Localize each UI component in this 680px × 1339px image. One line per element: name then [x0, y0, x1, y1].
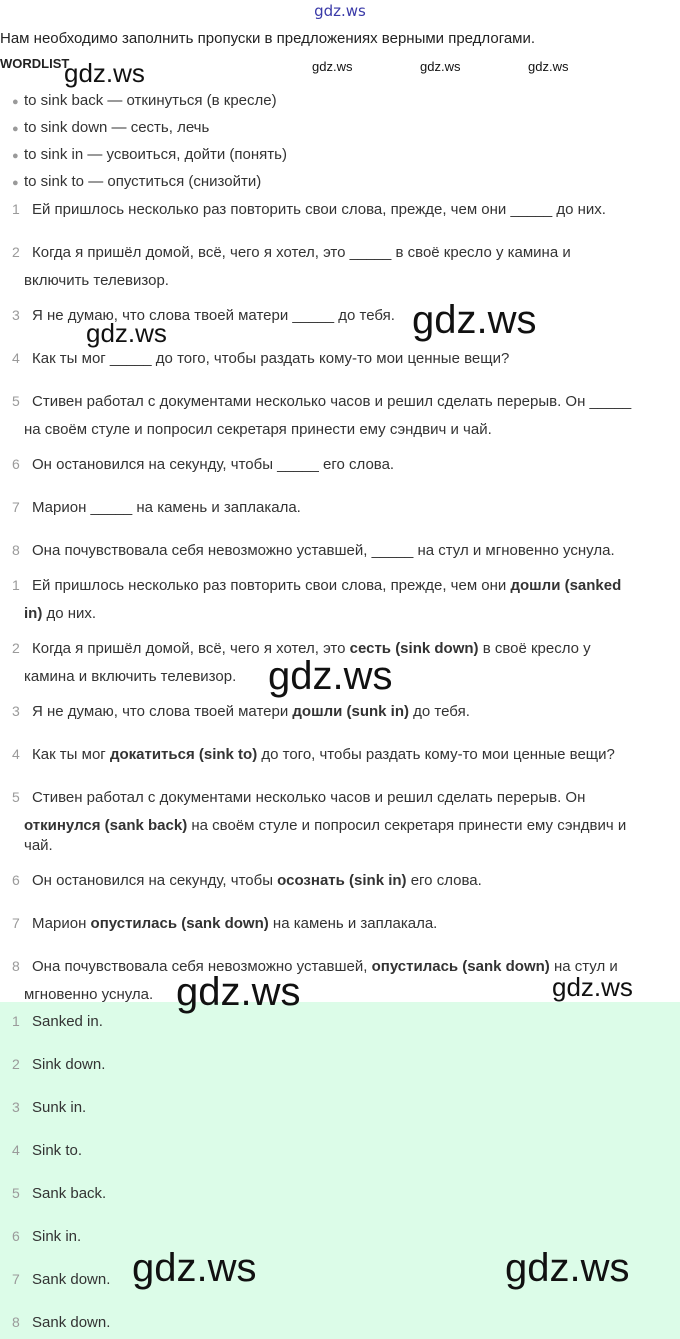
item-number: 1: [12, 1013, 20, 1029]
watermark: gdz.ws: [505, 1246, 630, 1290]
translation-sentence: Она почувствовала себя невозможно уставшей, опустилась (sank down) на стул и: [32, 958, 618, 975]
bullet-icon: ●: [12, 150, 19, 162]
exercise-sentence-cont: на своём стуле и попросил секретаря принести ему сэндвич и чай.: [24, 421, 492, 438]
exercise-sentence-cont: включить телевизор.: [24, 272, 169, 289]
translation-sentence: Стивен работал с документами несколько часов и решил сделать перерыв. Он: [32, 789, 586, 806]
answer-highlight: дошли (sanked: [510, 577, 622, 594]
translation-sentence-cont: in) до них.: [24, 605, 97, 622]
item-number: 1: [12, 201, 20, 217]
watermark: gdz.ws: [64, 58, 145, 88]
answer-highlight: осознать (sink in): [277, 872, 407, 889]
watermark: gdz.ws: [176, 970, 301, 1014]
exercise-sentence: Я не думаю, что слова твоей матери _____ до тебя.: [32, 307, 395, 324]
item-number: 2: [12, 244, 20, 260]
wordlist-item-text: to sink in — усвоиться, дойти (понять): [24, 146, 287, 163]
bullet-icon: ●: [12, 96, 19, 108]
item-number: 6: [12, 1228, 20, 1244]
translation-sentence: Марион опустилась (sank down) на камень и заплакала.: [32, 915, 438, 932]
exercise-sentence: Как ты мог _____ до того, чтобы раздать кому-то мои ценные вещи?: [32, 350, 510, 367]
watermark: gdz.ws: [312, 59, 353, 74]
exercise-sentence: Когда я пришёл домой, всё, чего я хотел, это _____ в своё кресло у камина и: [32, 244, 571, 261]
answer-highlight: in): [24, 605, 43, 622]
watermark: gdz.ws: [552, 972, 633, 1002]
answer-item: Sink to.: [32, 1142, 83, 1159]
item-number: 6: [12, 872, 20, 888]
wordlist-item-text: to sink back — откинуться (в кресле): [24, 92, 277, 109]
watermark: gdz.ws: [132, 1246, 257, 1290]
answer-item: Sunk in.: [32, 1099, 87, 1116]
item-number: 2: [12, 1056, 20, 1072]
item-number: 5: [12, 393, 20, 409]
watermark: gdz.ws: [528, 59, 569, 74]
answer-item: Sank down.: [32, 1271, 111, 1288]
answer-highlight: опустилась (sank down): [90, 915, 269, 932]
exercise-sentence: Марион _____ на камень и заплакала.: [32, 499, 301, 516]
item-number: 6: [12, 456, 20, 472]
wordlist-item: [12, 146, 287, 163]
translation-sentence-cont: откинулся (sank back) на своём стуле и попросил секретаря принести ему сэндвич и: [24, 817, 627, 834]
translation-sentence-cont: камина и включить телевизор.: [24, 668, 237, 685]
item-number: 5: [12, 1185, 20, 1201]
watermark: gdz.ws: [420, 59, 461, 74]
exercise-sentence: Стивен работал с документами несколько часов и решил сделать перерыв. Он _____: [32, 393, 632, 410]
answer-highlight: сесть (sink down): [349, 640, 479, 657]
translation-sentence: Когда я пришёл домой, всё, чего я хотел, это сесть (sink down) в своё кресло у: [32, 640, 591, 657]
translation-sentence: Ей пришлось несколько раз повторить свои слова, прежде, чем они дошли (sanked: [32, 577, 622, 594]
item-number: 3: [12, 703, 20, 719]
item-number: 2: [12, 640, 20, 656]
translation-sentence: Он остановился на секунду, чтобы осознать (sink in) его слова.: [32, 872, 482, 889]
item-number: 4: [12, 350, 20, 366]
item-number: 1: [12, 577, 20, 593]
answer-item: Sink down.: [32, 1056, 106, 1073]
item-number: 7: [12, 915, 20, 931]
task-text: Нам необходимо заполнить пропуски в предложениях верными предлогами.: [0, 30, 536, 47]
translation-sentence: Я не думаю, что слова твоей матери дошли (sunk in) до тебя.: [32, 703, 470, 720]
item-number: 7: [12, 499, 20, 515]
answer-item: Sank down.: [32, 1314, 111, 1331]
wordlist-item: [12, 119, 209, 136]
translation-sentence-cont: чай.: [24, 837, 53, 854]
item-number: 8: [12, 1314, 20, 1330]
answer-highlight: докатиться (sink to): [109, 746, 258, 763]
item-number: 3: [12, 307, 20, 323]
watermark: gdz.ws: [268, 654, 393, 698]
translation-sentence: Как ты мог докатиться (sink to) до того, чтобы раздать кому-то мои ценные вещи?: [32, 746, 615, 763]
watermark: gdz.ws: [86, 318, 167, 348]
item-number: 4: [12, 1142, 20, 1158]
item-number: 7: [12, 1271, 20, 1287]
answer-item: Sink in.: [32, 1228, 82, 1245]
wordlist-heading: WORDLIST: [0, 56, 70, 71]
bullet-icon: ●: [12, 177, 19, 189]
answer-highlight: дошли (sunk in): [292, 703, 409, 720]
item-number: 4: [12, 746, 20, 762]
site-header-link[interactable]: gdz.ws: [314, 2, 366, 20]
watermark: gdz.ws: [412, 298, 537, 342]
item-number: 8: [12, 542, 20, 558]
item-number: 3: [12, 1099, 20, 1115]
wordlist-item-text: to sink down — сесть, лечь: [24, 119, 210, 136]
exercise-sentence: Ей пришлось несколько раз повторить свои слова, прежде, чем они _____ до них.: [32, 201, 606, 218]
bullet-icon: ●: [12, 123, 19, 135]
answer-highlight: откинулся (sank back): [24, 817, 188, 834]
wordlist-item: [12, 173, 261, 190]
translation-sentence-cont: мгновенно уснула.: [24, 986, 154, 1003]
answer-highlight: опустилась (sank down): [371, 958, 550, 975]
exercise-sentence: Она почувствовала себя невозможно уставшей, _____ на стул и мгновенно уснула.: [32, 542, 615, 559]
item-number: 5: [12, 789, 20, 805]
answer-item: Sanked in.: [32, 1013, 103, 1030]
wordlist-item: [12, 92, 277, 109]
answer-item: Sank back.: [32, 1185, 107, 1202]
exercise-sentence: Он остановился на секунду, чтобы _____ его слова.: [32, 456, 395, 473]
item-number: 8: [12, 958, 20, 974]
wordlist-item-text: to sink to — опуститься (снизойти): [24, 173, 262, 190]
